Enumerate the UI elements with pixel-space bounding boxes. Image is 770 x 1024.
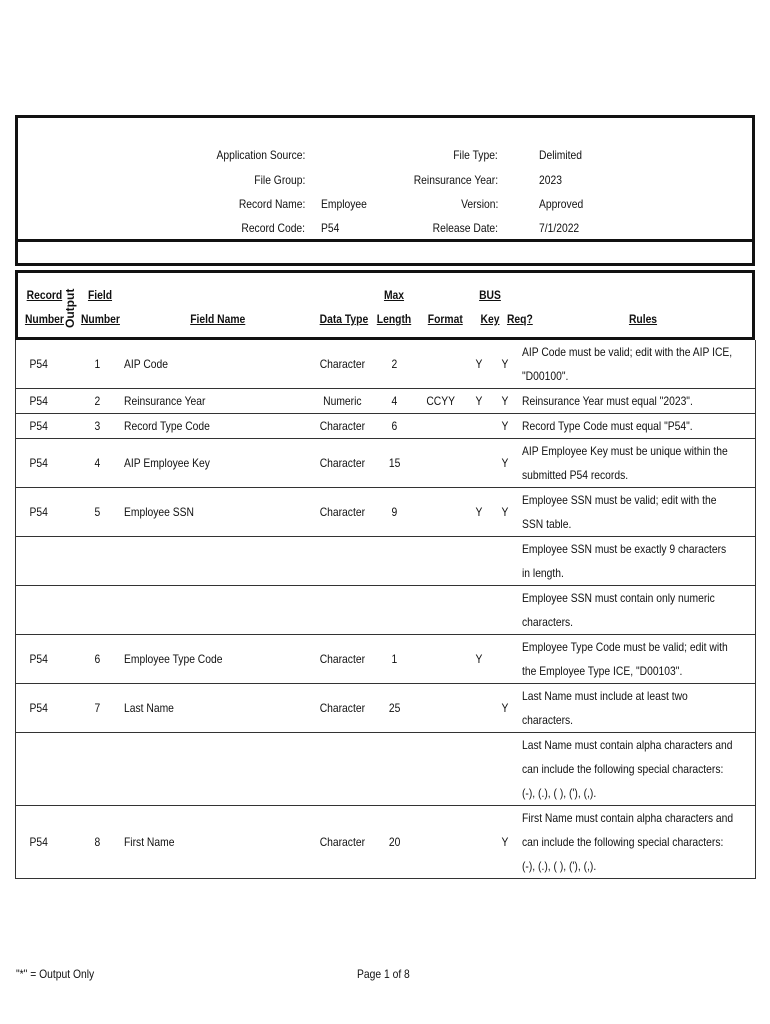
table-row <box>16 684 756 733</box>
record-code-value: P54 <box>321 221 340 235</box>
col-max-line1: Max <box>383 288 405 302</box>
max-length-cell <box>374 488 416 537</box>
max-length-cell <box>374 414 416 439</box>
record-number-text: P54 <box>29 419 48 433</box>
bus-key-cell <box>466 340 494 389</box>
output-cell <box>62 389 76 414</box>
required-cell <box>494 537 518 586</box>
field-number-text: 5 <box>94 505 101 519</box>
record-layout-sheet <box>15 115 755 879</box>
record-number-text: P54 <box>29 394 48 408</box>
field-name-text: Employee Type Code <box>123 652 222 666</box>
rules-cell <box>518 488 756 537</box>
field-name-text: AIP Code <box>123 357 168 371</box>
record-number-cell <box>16 635 62 684</box>
record-number-text: P54 <box>29 505 48 519</box>
output-cell <box>62 488 76 537</box>
data-type-cell <box>312 684 374 733</box>
max-length-text: 2 <box>391 357 398 371</box>
required-text: Y <box>502 394 509 408</box>
field-number-cell <box>76 389 120 414</box>
table-row <box>16 439 756 488</box>
col-field-line2: Number <box>80 312 120 326</box>
rules-text: Employee SSN must be valid; edit with the SSN table. <box>521 493 716 531</box>
output-cell <box>62 414 76 439</box>
field-name-cell <box>120 340 312 389</box>
bus-key-text: Y <box>476 357 483 371</box>
max-length-cell <box>374 635 416 684</box>
format-cell <box>416 340 466 389</box>
field-number-cell <box>76 537 120 586</box>
col-record-line1: Record <box>26 288 63 302</box>
bus-key-text: Y <box>476 505 483 519</box>
data-type-cell <box>312 537 374 586</box>
field-number-cell <box>76 340 120 389</box>
field-number-text: 1 <box>94 357 101 371</box>
field-name-cell <box>120 684 312 733</box>
record-number-cell <box>16 806 62 879</box>
required-cell <box>494 389 518 414</box>
field-number-text: 4 <box>94 456 101 470</box>
max-length-cell <box>374 586 416 635</box>
required-text: Y <box>502 419 509 433</box>
rules-text: Record Type Code must equal "P54". <box>521 419 693 433</box>
format-cell <box>416 586 466 635</box>
field-name-cell <box>120 414 312 439</box>
table-row <box>16 733 756 806</box>
max-length-text: 9 <box>391 505 398 519</box>
output-cell <box>62 635 76 684</box>
release-date-label: Release Date: <box>432 221 498 235</box>
data-type-text: Numeric <box>323 394 362 408</box>
field-number-text: 8 <box>94 835 101 849</box>
rules-text: AIP Code must be valid; edit with the AIP ICE, "D00100". <box>521 345 732 383</box>
field-name-cell <box>120 439 312 488</box>
rules-text: Employee SSN must contain only numeric characters. <box>521 591 715 629</box>
footer-page-number: Page 1 of 8 <box>357 967 410 981</box>
format-cell <box>416 488 466 537</box>
table-row <box>16 414 756 439</box>
format-cell <box>416 537 466 586</box>
data-type-text: Character <box>319 456 366 470</box>
max-length-text: 25 <box>388 701 401 715</box>
output-cell <box>62 340 76 389</box>
record-number-cell <box>16 537 62 586</box>
data-type-text: Character <box>319 357 366 371</box>
bus-key-text: Y <box>476 652 483 666</box>
table-row <box>16 340 756 389</box>
rules-text: Last Name must include at least two characters. <box>521 689 688 727</box>
rules-text: Reinsurance Year must equal "2023". <box>521 394 693 408</box>
version-value: Approved <box>539 197 584 211</box>
max-length-text: 15 <box>388 456 401 470</box>
data-type-text: Character <box>319 701 366 715</box>
reinsurance-year-label: Reinsurance Year: <box>413 173 498 187</box>
max-length-text: 4 <box>391 394 398 408</box>
rules-cell <box>518 684 756 733</box>
bus-key-text: Y <box>476 394 483 408</box>
record-number-cell <box>16 389 62 414</box>
bus-key-cell <box>466 684 494 733</box>
field-number-text: 6 <box>94 652 101 666</box>
rules-text: First Name must contain alpha characters and can include the following special characters: (-), (.), ( ), ('), (,). <box>521 811 733 873</box>
output-cell <box>62 586 76 635</box>
reinsurance-year-value: 2023 <box>539 173 562 187</box>
required-cell <box>494 414 518 439</box>
table-row <box>16 586 756 635</box>
field-name-text: Last Name <box>123 701 174 715</box>
max-length-cell <box>374 684 416 733</box>
field-number-cell <box>76 586 120 635</box>
data-type-cell <box>312 340 374 389</box>
release-date-value: 7/1/2022 <box>539 221 580 235</box>
col-bus-line2: Key <box>480 312 500 326</box>
format-cell <box>416 806 466 879</box>
rules-cell <box>518 806 756 879</box>
rules-cell <box>518 635 756 684</box>
field-number-cell <box>76 439 120 488</box>
file-type-label: File Type: <box>453 148 498 162</box>
data-type-cell <box>312 806 374 879</box>
required-text: Y <box>502 835 509 849</box>
required-cell <box>494 586 518 635</box>
max-length-cell <box>374 340 416 389</box>
field-number-text: 7 <box>94 701 101 715</box>
format-cell <box>416 635 466 684</box>
field-name-text: First Name <box>123 835 174 849</box>
data-type-cell <box>312 439 374 488</box>
data-type-cell <box>312 733 374 806</box>
rules-text: Employee Type Code must be valid; edit with the Employee Type ICE, "D00103". <box>521 640 728 678</box>
bus-key-cell <box>466 806 494 879</box>
bus-key-cell <box>466 414 494 439</box>
col-record-line2: Number <box>24 312 64 326</box>
record-name-label: Record Name: <box>238 197 305 211</box>
field-name-text: Employee SSN <box>123 505 194 519</box>
record-number-cell <box>16 684 62 733</box>
max-length-cell <box>374 733 416 806</box>
record-number-text: P54 <box>29 652 48 666</box>
field-number-cell <box>76 635 120 684</box>
footer-output-note: "*" = Output Only <box>16 967 95 981</box>
required-text: Y <box>502 357 509 371</box>
rules-cell <box>518 414 756 439</box>
bus-key-cell <box>466 586 494 635</box>
record-header <box>15 115 755 242</box>
file-type-value: Delimited <box>539 148 583 162</box>
data-type-text: Character <box>319 505 366 519</box>
required-cell <box>494 733 518 806</box>
field-number-cell <box>76 488 120 537</box>
col-output: Output <box>63 288 77 328</box>
output-cell <box>62 537 76 586</box>
field-name-cell <box>120 635 312 684</box>
bus-key-cell <box>466 439 494 488</box>
required-text: Y <box>502 456 509 470</box>
max-length-cell <box>374 389 416 414</box>
required-cell <box>494 684 518 733</box>
rules-cell <box>518 586 756 635</box>
data-type-cell <box>312 488 374 537</box>
field-number-cell <box>76 414 120 439</box>
field-name-cell <box>120 537 312 586</box>
file-group-label: File Group: <box>253 173 305 187</box>
data-type-cell <box>312 635 374 684</box>
col-rules: Rules <box>628 312 658 326</box>
col-bus-line1: BUS <box>479 288 501 302</box>
field-name-cell <box>120 586 312 635</box>
field-number-cell <box>76 733 120 806</box>
rules-text: Employee SSN must be exactly 9 characters in length. <box>521 542 726 580</box>
format-cell <box>416 684 466 733</box>
record-number-text: P54 <box>29 835 48 849</box>
field-table <box>15 340 756 879</box>
field-name-cell <box>120 733 312 806</box>
field-number-cell <box>76 806 120 879</box>
data-type-cell <box>312 414 374 439</box>
max-length-text: 6 <box>391 419 398 433</box>
column-header-row <box>15 270 755 340</box>
max-length-text: 1 <box>391 652 398 666</box>
field-name-cell <box>120 806 312 879</box>
format-cell <box>416 439 466 488</box>
max-length-cell <box>374 439 416 488</box>
format-cell <box>416 414 466 439</box>
field-number-text: 2 <box>94 394 101 408</box>
record-number-cell <box>16 586 62 635</box>
output-cell <box>62 439 76 488</box>
rules-cell <box>518 537 756 586</box>
format-cell <box>416 733 466 806</box>
table-row <box>16 806 756 879</box>
output-cell <box>62 733 76 806</box>
rules-cell <box>518 340 756 389</box>
record-number-text: P54 <box>29 701 48 715</box>
col-format: Format <box>427 312 463 326</box>
required-text: Y <box>502 701 509 715</box>
record-number-cell <box>16 733 62 806</box>
required-cell <box>494 439 518 488</box>
rules-text: AIP Employee Key must be unique within the submitted P54 records. <box>521 444 728 482</box>
bus-key-cell <box>466 389 494 414</box>
bus-key-cell <box>466 488 494 537</box>
record-code-label: Record Code: <box>241 221 305 235</box>
record-name-value: Employee <box>321 197 367 211</box>
required-cell <box>494 635 518 684</box>
field-name-text: Reinsurance Year <box>123 394 205 408</box>
required-cell <box>494 806 518 879</box>
col-data-type: Data Type <box>319 312 369 326</box>
version-label: Version: <box>460 197 498 211</box>
required-text: Y <box>502 505 509 519</box>
max-length-cell <box>374 537 416 586</box>
bus-key-cell <box>466 635 494 684</box>
col-req: Req? <box>506 312 533 326</box>
table-row <box>16 389 756 414</box>
record-number-cell <box>16 439 62 488</box>
data-type-cell <box>312 389 374 414</box>
output-cell <box>62 684 76 733</box>
required-cell <box>494 488 518 537</box>
field-name-cell <box>120 488 312 537</box>
col-field-line1: Field <box>87 288 113 302</box>
application-source-label: Application Source: <box>216 148 305 162</box>
output-cell <box>62 806 76 879</box>
field-number-text: 3 <box>94 419 101 433</box>
data-type-text: Character <box>319 419 366 433</box>
rules-cell <box>518 733 756 806</box>
col-field-name: Field Name <box>190 312 246 326</box>
rules-cell <box>518 389 756 414</box>
data-type-cell <box>312 586 374 635</box>
record-number-text: P54 <box>29 357 48 371</box>
col-max-line2: Length <box>376 312 412 326</box>
header-spacer <box>15 242 755 266</box>
format-text: CCYY <box>426 394 455 408</box>
data-type-text: Character <box>319 652 366 666</box>
record-number-cell <box>16 414 62 439</box>
field-name-text: AIP Employee Key <box>123 456 210 470</box>
record-number-cell <box>16 488 62 537</box>
record-number-cell <box>16 340 62 389</box>
data-type-text: Character <box>319 835 366 849</box>
field-number-cell <box>76 684 120 733</box>
field-name-cell <box>120 389 312 414</box>
max-length-text: 20 <box>388 835 401 849</box>
bus-key-cell <box>466 537 494 586</box>
max-length-cell <box>374 806 416 879</box>
rules-text: Last Name must contain alpha characters and can include the following special characters: (-), (.), ( ), ('), (,). <box>521 738 733 800</box>
bus-key-cell <box>466 733 494 806</box>
format-cell <box>416 389 466 414</box>
table-row <box>16 488 756 537</box>
required-cell <box>494 340 518 389</box>
table-row <box>16 537 756 586</box>
record-number-text: P54 <box>29 456 48 470</box>
table-row <box>16 635 756 684</box>
field-name-text: Record Type Code <box>123 419 210 433</box>
rules-cell <box>518 439 756 488</box>
